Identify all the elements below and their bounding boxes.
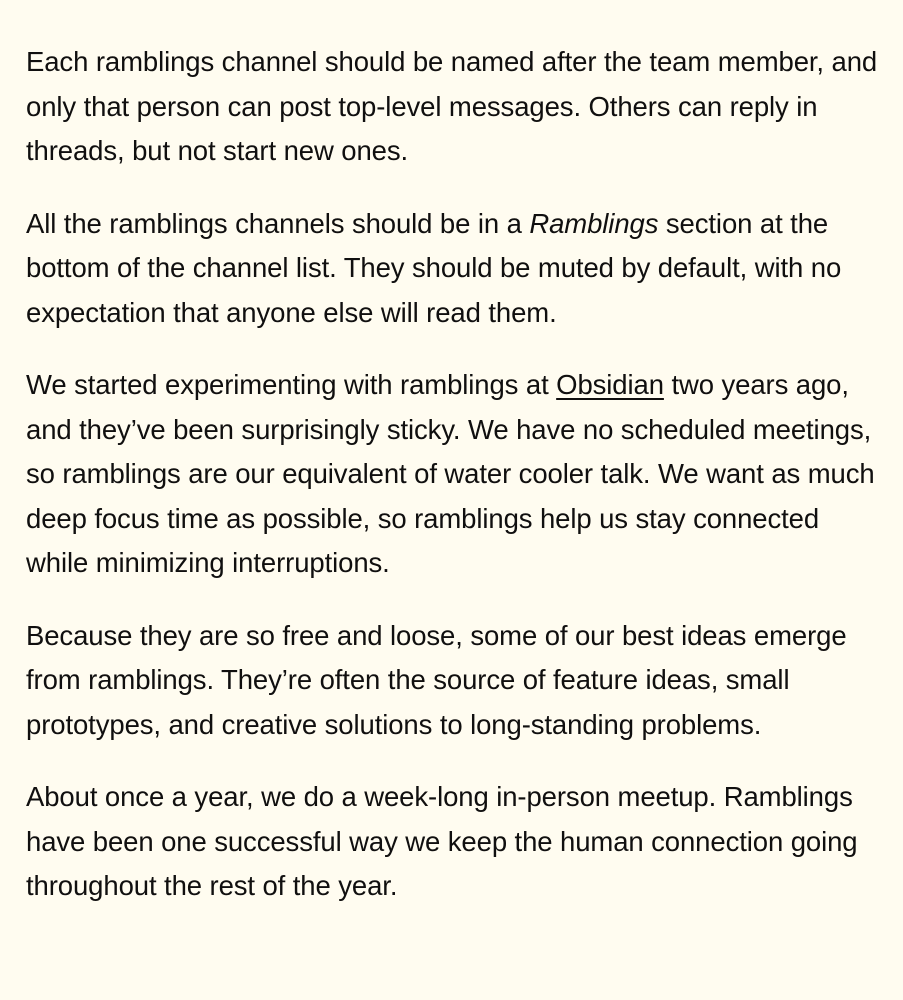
- paragraph-ramblings-section-text-start: All the ramblings channels should be in a: [26, 207, 530, 239]
- paragraph-ramblings-section-text-end: section at the bottom of the channel list. They should be muted by default, with no expectation that anyone else will read them.: [26, 207, 842, 328]
- paragraph-experiment-history-text-start: We started experimenting with ramblings at: [26, 369, 557, 400]
- paragraph-best-ideas: Because they are so free and loose, some of our best ideas emerge from ramblings. They’re often the source of feature ideas, small prototypes, and creative solutions to long-standing problems.: [26, 619, 847, 740]
- paragraph-channel-naming: Each ramblings channel should be named after the team member, and only that person can post top-level messages. Others can reply in threads, but not start new ones.: [26, 46, 878, 166]
- paragraph-experiment-history: [26, 363, 885, 586]
- ramblings-section-name: Ramblings: [529, 207, 659, 239]
- obsidian-link[interactable]: Obsidian: [556, 369, 664, 400]
- paragraph-ramblings-section: [26, 202, 885, 336]
- paragraph-experiment-history-text-end: two years ago, and they’ve been surprisingly sticky. We have no scheduled meetings, so ramblings are our equivalent of water cooler talk. We want as much deep focus time as possible, so ramblings help us stay connected while minimizing interruptions.: [26, 369, 875, 578]
- paragraph-meetup: About once a year, we do a week-long in-person meetup. Ramblings have been one successful way we keep the human connection going throughout the rest of the year.: [26, 781, 858, 901]
